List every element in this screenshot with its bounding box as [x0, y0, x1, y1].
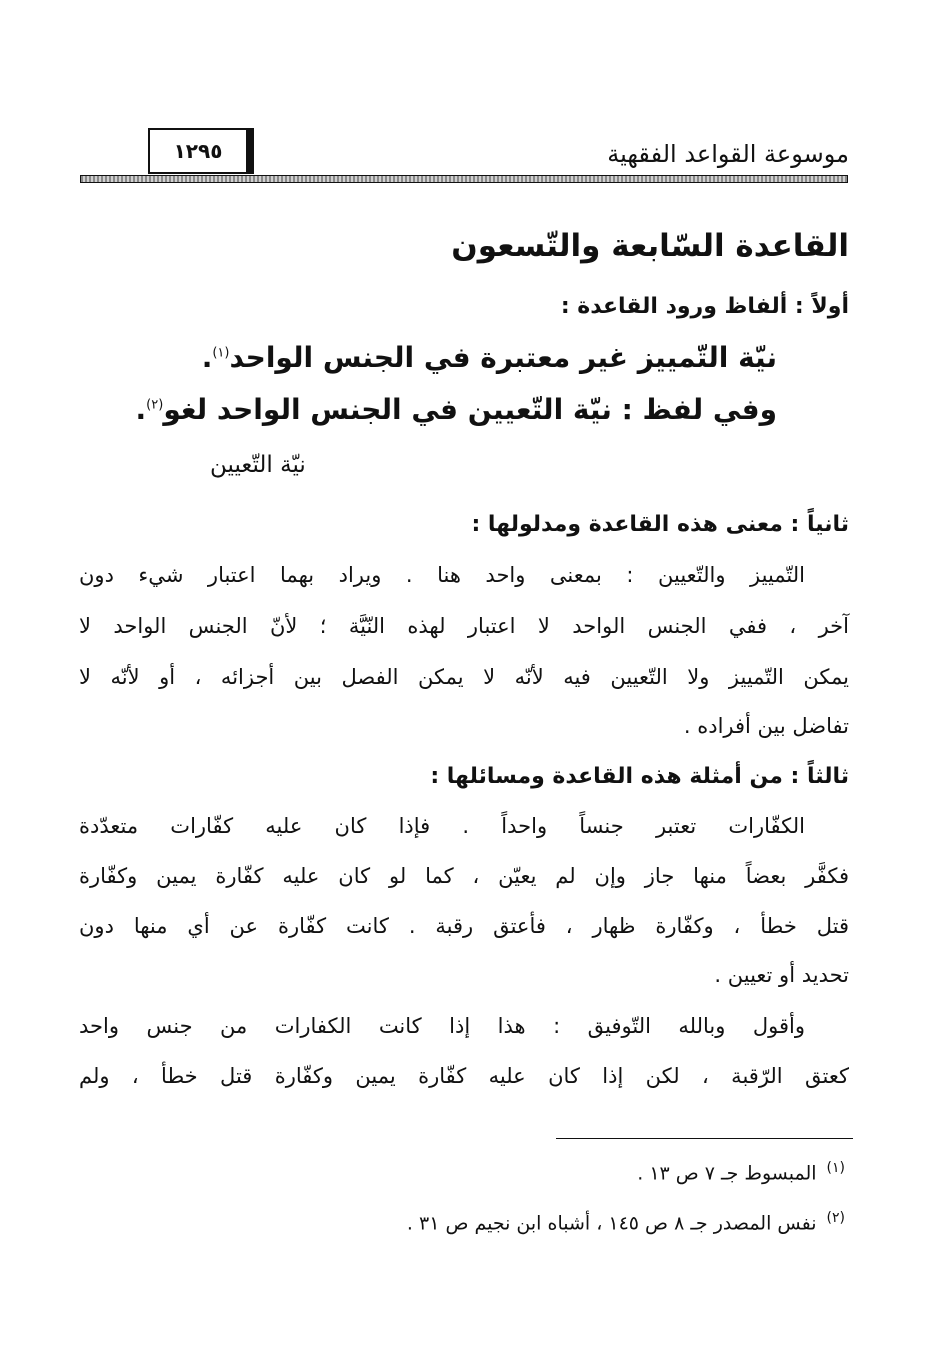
section2-line: آخر ، ففي الجنس الواحد لا اعتبار لهذه النّيَّة ؛ لأنّ الجنس الواحد لا [79, 614, 849, 638]
footnote-1-number: (١) [826, 1160, 845, 1176]
page-number: ١٢٩٥ [148, 128, 248, 174]
footnote-ref-1: (١) [212, 345, 230, 361]
section2-line: تفاضل بين أفراده . [683, 714, 849, 738]
rule-heading: القاعدة السّابعة والتّسعون [451, 228, 849, 264]
section3-line: وأقول وبالله التّوفيق : هذا إذا كانت الكفارات من جنس واحد [79, 1014, 805, 1038]
header-rule [80, 175, 848, 183]
rule-text-1-end: . [201, 341, 213, 374]
rule-text-2 [136, 393, 777, 426]
footnote-1 [637, 1160, 845, 1184]
section3-line: فكفَّر بعضاً منها جاز وإن لم يعيّن ، كما لو كان عليه كفّارة يمين وكفّارة [79, 864, 849, 888]
footnote-2-number: (٢) [826, 1210, 845, 1226]
footnote-2 [407, 1210, 845, 1234]
rule-text-1-body: نيّة التّمييز غير معتبرة في الجنس الواحد [229, 341, 777, 374]
rule-text-1 [202, 341, 777, 374]
section3-line: الكفّارات تعتبر جنساً واحداً . فإذا كان عليه كفّارات متعدّدة [79, 814, 805, 838]
section2-line: يمكن التّمييز ولا التّعيين فيه لأنّه لا يمكن الفصل بين أجزائه ، أو لأنّه لا [79, 665, 849, 689]
footnote-2-text: نفس المصدر جـ ٨ ص ١٤٥ ، أشباه ابن نجيم ص ٣١ . [406, 1212, 817, 1235]
rule-text-2-body: وفي لفظ : نيّة التّعيين في الجنس الواحد لغو [163, 393, 777, 426]
section2-title: ثانياً : معنى هذه القاعدة ومدلولها : [471, 512, 849, 537]
section3-line: قتل خطأ ، وكفّارة ظهار ، فأعتق رقبة . كانت كفّارة عن أي منها دون [79, 914, 849, 938]
section3-line: كعتق الرّقبة ، لكن إذا كان عليه كفّارة يمين وكفّارة قتل خطأ ، ولم [79, 1064, 849, 1088]
short-phrase: نيّة التّعيين [210, 452, 306, 478]
footnote-1-text: المبسوط جـ ٧ ص ١٣ . [637, 1162, 817, 1185]
section2-line: التّمييز والتّعيين : بمعنى واحد هنا . ويراد بهما اعتبار شيء دون [79, 563, 805, 587]
footnote-rule [556, 1138, 853, 1139]
section3-title: ثالثاً : من أمثلة هذه القاعدة ومسائلها : [430, 764, 849, 789]
section1-title: أولاً : ألفاظ ورود القاعدة : [560, 294, 849, 319]
section3-line: تحديد أو تعيين . [714, 963, 849, 987]
footnote-ref-2: (٢) [146, 397, 164, 413]
rule-text-2-end: . [135, 393, 147, 426]
running-title: موسوعة القواعد الفقهية [607, 140, 849, 168]
